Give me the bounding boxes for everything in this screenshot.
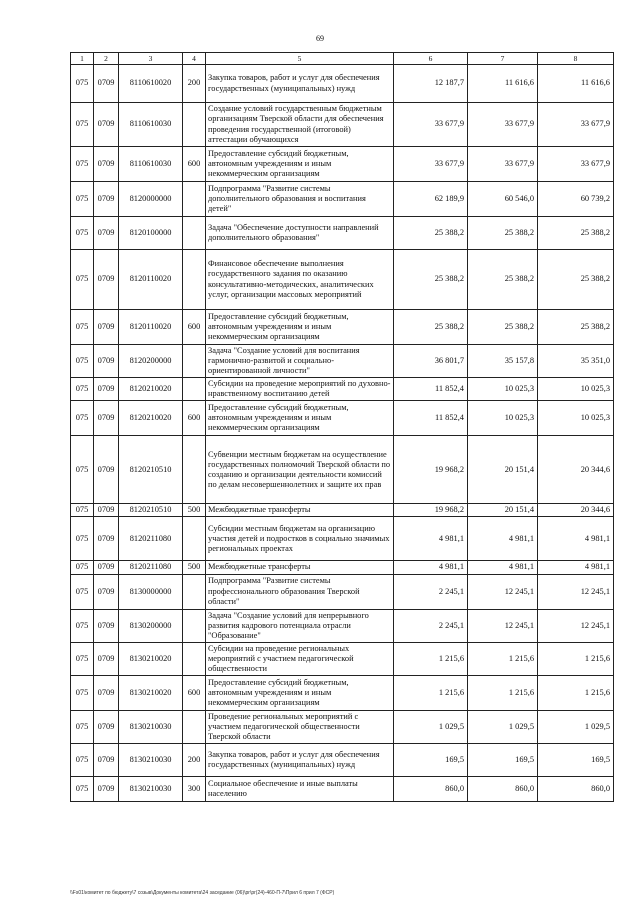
cell-code-section: 0709 — [94, 777, 119, 802]
cell-code-admin: 075 — [71, 711, 94, 744]
cell-description: Межбюджетные трансферты — [206, 561, 394, 574]
header-cell: 1 — [71, 53, 94, 65]
table-row — [71, 217, 614, 250]
table-row — [71, 401, 614, 436]
cell-amount-year1: 1 215,6 — [394, 676, 468, 711]
cell-code-section: 0709 — [94, 504, 119, 517]
cell-description: Создание условий государственным бюджетным организациям Тверской области для обеспечения проведения государственной (итоговой) аттестации обучающихся — [206, 103, 394, 147]
header-cell: 2 — [94, 53, 119, 65]
cell-code-target: 8130210030 — [119, 744, 183, 777]
cell-amount-year2: 12 245,1 — [468, 609, 538, 642]
cell-description: Предоставление субсидий бюджетным, автономным учреждениям и иным некоммерческим организациям — [206, 676, 394, 711]
cell-code-target: 8130210030 — [119, 777, 183, 802]
budget-table — [70, 52, 614, 802]
cell-amount-year2: 1 215,6 — [468, 642, 538, 675]
cell-description: Социальное обеспечение и иные выплаты населению — [206, 777, 394, 802]
cell-amount-year3: 11 616,6 — [538, 65, 614, 103]
cell-code-admin: 075 — [71, 182, 94, 217]
cell-code-admin: 075 — [71, 250, 94, 310]
cell-amount-year1: 33 677,9 — [394, 147, 468, 182]
cell-code-admin: 075 — [71, 103, 94, 147]
cell-code-section: 0709 — [94, 676, 119, 711]
cell-code-target: 8110610020 — [119, 65, 183, 103]
cell-code-expense-type — [183, 250, 206, 310]
table-row — [71, 436, 614, 504]
cell-amount-year3: 1 215,6 — [538, 642, 614, 675]
cell-amount-year1: 4 981,1 — [394, 561, 468, 574]
cell-code-admin: 075 — [71, 345, 94, 378]
cell-code-section: 0709 — [94, 711, 119, 744]
cell-code-expense-type: 200 — [183, 744, 206, 777]
cell-amount-year1: 62 189,9 — [394, 182, 468, 217]
cell-description: Подпрограмма "Развитие системы профессионального образования Тверской области" — [206, 574, 394, 609]
cell-amount-year3: 1 029,5 — [538, 711, 614, 744]
table-row — [71, 504, 614, 517]
cell-description: Субсидии на проведение региональных мероприятий с участием педагогической общественности — [206, 642, 394, 675]
cell-amount-year2: 11 616,6 — [468, 65, 538, 103]
cell-description: Закупка товаров, работ и услуг для обеспечения государственных (муниципальных) нужд — [206, 65, 394, 103]
cell-amount-year2: 1 215,6 — [468, 676, 538, 711]
cell-code-admin: 075 — [71, 436, 94, 504]
cell-description: Задача "Создание условий для непрерывного развития кадрового потенциала отрасли "Образование" — [206, 609, 394, 642]
cell-code-expense-type: 600 — [183, 676, 206, 711]
table-row — [71, 777, 614, 802]
cell-code-target: 8120110020 — [119, 250, 183, 310]
cell-code-target: 8130200000 — [119, 609, 183, 642]
cell-code-target: 8130210030 — [119, 711, 183, 744]
cell-code-admin: 075 — [71, 517, 94, 561]
cell-description: Финансовое обеспечение выполнения государственного задания по оказанию консультативно-методических, аналитических услуг, организации массовых мероприятий — [206, 250, 394, 310]
cell-description: Задача "Создание условий для воспитания гармонично-развитой и социально-ориентированной личности" — [206, 345, 394, 378]
header-cell: 8 — [538, 53, 614, 65]
cell-amount-year1: 25 388,2 — [394, 250, 468, 310]
cell-code-admin: 075 — [71, 574, 94, 609]
cell-amount-year2: 20 151,4 — [468, 436, 538, 504]
cell-code-section: 0709 — [94, 561, 119, 574]
cell-code-target: 8120200000 — [119, 345, 183, 378]
cell-code-expense-type: 200 — [183, 65, 206, 103]
cell-code-target: 8130210020 — [119, 642, 183, 675]
cell-amount-year2: 10 025,3 — [468, 401, 538, 436]
cell-code-section: 0709 — [94, 65, 119, 103]
cell-code-expense-type — [183, 345, 206, 378]
cell-code-admin: 075 — [71, 378, 94, 401]
cell-code-expense-type — [183, 574, 206, 609]
cell-description: Задача "Обеспечение доступности направлений дополнительного образования" — [206, 217, 394, 250]
cell-amount-year1: 36 801,7 — [394, 345, 468, 378]
table-row — [71, 378, 614, 401]
cell-code-admin: 075 — [71, 65, 94, 103]
cell-code-target: 8110610030 — [119, 147, 183, 182]
cell-description: Предоставление субсидий бюджетным, автономным учреждениям и иным некоммерческим организациям — [206, 401, 394, 436]
cell-description: Подпрограмма "Развитие системы дополнительного образования и воспитания детей" — [206, 182, 394, 217]
cell-amount-year2: 10 025,3 — [468, 378, 538, 401]
cell-code-target: 8120000000 — [119, 182, 183, 217]
table-row — [71, 744, 614, 777]
cell-amount-year2: 33 677,9 — [468, 103, 538, 147]
cell-amount-year3: 12 245,1 — [538, 609, 614, 642]
header-cell: 5 — [206, 53, 394, 65]
cell-amount-year3: 33 677,9 — [538, 103, 614, 147]
cell-amount-year3: 25 388,2 — [538, 217, 614, 250]
cell-amount-year1: 860,0 — [394, 777, 468, 802]
cell-amount-year2: 35 157,8 — [468, 345, 538, 378]
cell-code-section: 0709 — [94, 609, 119, 642]
cell-amount-year2: 25 388,2 — [468, 250, 538, 310]
table-row — [71, 711, 614, 744]
cell-code-target: 8120211080 — [119, 517, 183, 561]
cell-code-target: 8120211080 — [119, 561, 183, 574]
table-header-row — [71, 53, 614, 65]
cell-amount-year1: 11 852,4 — [394, 378, 468, 401]
table-row — [71, 310, 614, 345]
cell-code-admin: 075 — [71, 561, 94, 574]
table-row — [71, 182, 614, 217]
cell-code-section: 0709 — [94, 103, 119, 147]
cell-amount-year3: 10 025,3 — [538, 401, 614, 436]
table-row — [71, 561, 614, 574]
cell-code-expense-type: 600 — [183, 310, 206, 345]
cell-amount-year2: 4 981,1 — [468, 561, 538, 574]
cell-code-expense-type — [183, 103, 206, 147]
cell-code-expense-type — [183, 711, 206, 744]
cell-amount-year3: 35 351,0 — [538, 345, 614, 378]
cell-code-admin: 075 — [71, 609, 94, 642]
cell-code-expense-type — [183, 609, 206, 642]
cell-code-admin: 075 — [71, 504, 94, 517]
cell-code-section: 0709 — [94, 517, 119, 561]
cell-description: Субвенции местным бюджетам на осуществление государственных полномочий Тверской области по созданию и организации деятельности комиссий по делам несовершеннолетних и защите их прав — [206, 436, 394, 504]
cell-amount-year3: 60 739,2 — [538, 182, 614, 217]
cell-code-section: 0709 — [94, 345, 119, 378]
cell-code-expense-type — [183, 182, 206, 217]
cell-code-expense-type: 300 — [183, 777, 206, 802]
cell-code-expense-type: 600 — [183, 401, 206, 436]
table-row — [71, 517, 614, 561]
cell-code-target: 8120210510 — [119, 504, 183, 517]
cell-code-admin: 075 — [71, 777, 94, 802]
cell-amount-year1: 1 029,5 — [394, 711, 468, 744]
cell-code-admin: 075 — [71, 744, 94, 777]
cell-amount-year3: 1 215,6 — [538, 676, 614, 711]
table-row — [71, 65, 614, 103]
cell-amount-year2: 12 245,1 — [468, 574, 538, 609]
header-cell: 7 — [468, 53, 538, 65]
cell-description: Субсидии местным бюджетам на организацию участия детей и подростков в социально значимых региональных проектах — [206, 517, 394, 561]
cell-amount-year1: 11 852,4 — [394, 401, 468, 436]
cell-amount-year1: 2 245,1 — [394, 574, 468, 609]
cell-code-expense-type — [183, 378, 206, 401]
cell-code-expense-type — [183, 517, 206, 561]
cell-amount-year2: 20 151,4 — [468, 504, 538, 517]
page-number: 69 — [316, 34, 324, 43]
cell-amount-year1: 25 388,2 — [394, 310, 468, 345]
cell-code-target: 8120100000 — [119, 217, 183, 250]
cell-amount-year3: 4 981,1 — [538, 517, 614, 561]
cell-code-admin: 075 — [71, 147, 94, 182]
cell-amount-year3: 20 344,6 — [538, 436, 614, 504]
cell-code-section: 0709 — [94, 182, 119, 217]
cell-amount-year3: 20 344,6 — [538, 504, 614, 517]
table-row — [71, 345, 614, 378]
cell-description: Субсидии на проведение мероприятий по духовно-нравственному воспитанию детей — [206, 378, 394, 401]
cell-code-section: 0709 — [94, 250, 119, 310]
cell-code-section: 0709 — [94, 642, 119, 675]
cell-code-expense-type — [183, 642, 206, 675]
cell-amount-year3: 10 025,3 — [538, 378, 614, 401]
header-cell: 3 — [119, 53, 183, 65]
cell-code-target: 8120210510 — [119, 436, 183, 504]
cell-code-section: 0709 — [94, 574, 119, 609]
cell-amount-year1: 169,5 — [394, 744, 468, 777]
cell-amount-year2: 25 388,2 — [468, 217, 538, 250]
cell-code-expense-type: 500 — [183, 504, 206, 517]
cell-code-section: 0709 — [94, 436, 119, 504]
cell-code-target: 8130000000 — [119, 574, 183, 609]
cell-code-expense-type — [183, 217, 206, 250]
cell-code-admin: 075 — [71, 401, 94, 436]
cell-amount-year3: 25 388,2 — [538, 310, 614, 345]
cell-amount-year2: 33 677,9 — [468, 147, 538, 182]
cell-amount-year3: 33 677,9 — [538, 147, 614, 182]
cell-amount-year3: 4 981,1 — [538, 561, 614, 574]
cell-code-target: 8120210020 — [119, 378, 183, 401]
table-row — [71, 676, 614, 711]
cell-amount-year2: 60 546,0 — [468, 182, 538, 217]
table-row — [71, 642, 614, 675]
cell-amount-year2: 860,0 — [468, 777, 538, 802]
table-row — [71, 147, 614, 182]
cell-amount-year2: 25 388,2 — [468, 310, 538, 345]
cell-code-target: 8110610030 — [119, 103, 183, 147]
header-cell: 4 — [183, 53, 206, 65]
cell-code-target: 8130210020 — [119, 676, 183, 711]
cell-code-admin: 075 — [71, 642, 94, 675]
cell-amount-year1: 1 215,6 — [394, 642, 468, 675]
cell-amount-year3: 169,5 — [538, 744, 614, 777]
cell-description: Межбюджетные трансферты — [206, 504, 394, 517]
cell-code-admin: 075 — [71, 676, 94, 711]
table-row — [71, 250, 614, 310]
cell-amount-year1: 19 968,2 — [394, 504, 468, 517]
table-row — [71, 574, 614, 609]
cell-code-section: 0709 — [94, 378, 119, 401]
cell-amount-year1: 19 968,2 — [394, 436, 468, 504]
header-cell: 6 — [394, 53, 468, 65]
cell-description: Проведение региональных мероприятий с участием педагогической общественности Тверской области — [206, 711, 394, 744]
cell-amount-year2: 169,5 — [468, 744, 538, 777]
cell-code-target: 8120210020 — [119, 401, 183, 436]
cell-code-section: 0709 — [94, 310, 119, 345]
cell-description: Предоставление субсидий бюджетным, автономным учреждениям и иным некоммерческим организациям — [206, 147, 394, 182]
cell-code-expense-type: 500 — [183, 561, 206, 574]
cell-amount-year2: 1 029,5 — [468, 711, 538, 744]
cell-amount-year1: 12 187,7 — [394, 65, 468, 103]
cell-code-target: 8120110020 — [119, 310, 183, 345]
cell-amount-year1: 2 245,1 — [394, 609, 468, 642]
cell-code-section: 0709 — [94, 217, 119, 250]
cell-description: Предоставление субсидий бюджетным, автономным учреждениям и иным некоммерческим организациям — [206, 310, 394, 345]
file-path-footer: \\Fs01\комитет по бюджету\7 созыв\Документы комитета\24 заседание (06)\pr\pr(24)-460-П-7\Прил 6 прил 7 (ФСР) — [70, 890, 335, 896]
cell-code-section: 0709 — [94, 401, 119, 436]
cell-code-admin: 075 — [71, 217, 94, 250]
cell-code-section: 0709 — [94, 744, 119, 777]
cell-amount-year3: 25 388,2 — [538, 250, 614, 310]
cell-code-expense-type — [183, 436, 206, 504]
table-row — [71, 103, 614, 147]
cell-code-section: 0709 — [94, 147, 119, 182]
table-row — [71, 609, 614, 642]
cell-amount-year3: 860,0 — [538, 777, 614, 802]
cell-amount-year2: 4 981,1 — [468, 517, 538, 561]
cell-amount-year1: 4 981,1 — [394, 517, 468, 561]
cell-amount-year1: 33 677,9 — [394, 103, 468, 147]
cell-amount-year1: 25 388,2 — [394, 217, 468, 250]
cell-code-expense-type: 600 — [183, 147, 206, 182]
cell-description: Закупка товаров, работ и услуг для обеспечения государственных (муниципальных) нужд — [206, 744, 394, 777]
cell-amount-year3: 12 245,1 — [538, 574, 614, 609]
cell-code-admin: 075 — [71, 310, 94, 345]
